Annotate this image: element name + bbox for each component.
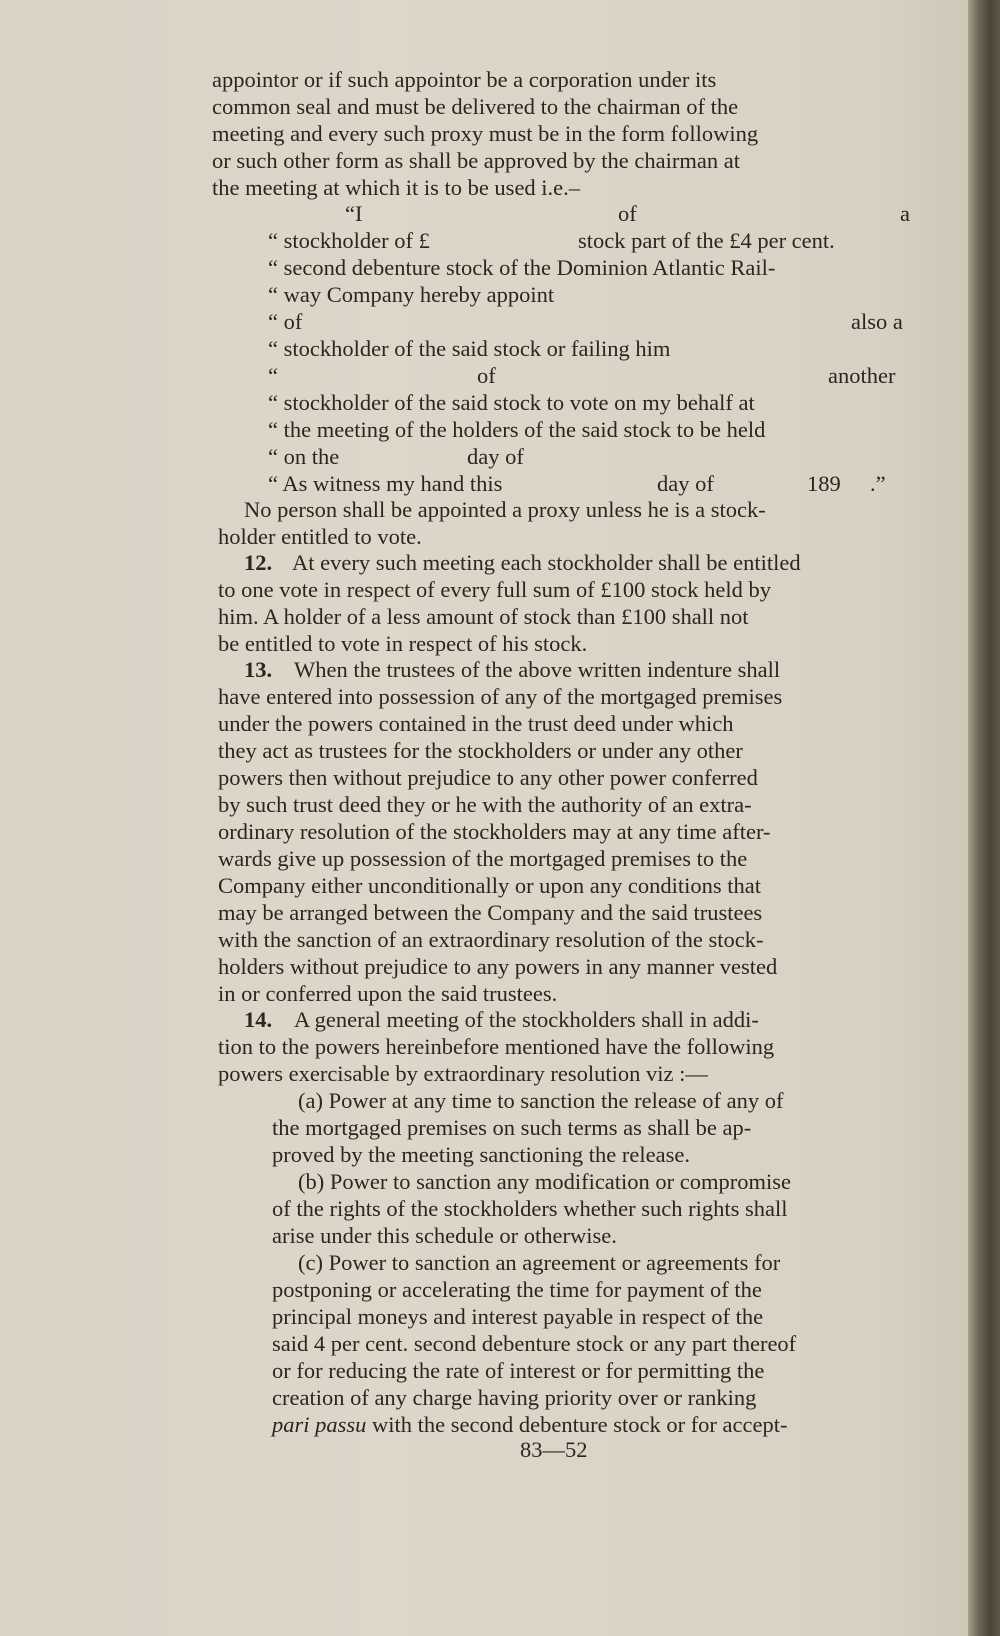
text-line: be entitled to vote in respect of his stock. xyxy=(218,631,588,656)
text-line: the meeting at which it is to be used i.e.– xyxy=(212,175,581,200)
document-page: appointor or if such appointor be a corporation under its common seal and must be delivered to the chairman of the meeting and every such proxy must be in the form following or such other form as shall be approved by the chairman at the meeting at which it is to be used i.e.– “I of a “ stockholder of £ stock part of the £4 per cent. “ second debenture stock of the Dominion Atlantic Rail- “ way Company hereby appoint “ of also a “ stockholder of the said stock or failing him “ of another “ stockholder of the said stock to vote on my behalf at “ the meeting of the holders of the said stock to be held “ on the day of “ As witness my hand this day of 189 .” No person shall be appointed a proxy unless he is a stock- holder entitled to vote. 12. At every such meeting each stockholder shall be entitled to one vote in respect of every full sum of £100 stock held by him. A holder of a less amount of stock than £100 shall not be entitled to vote in respect of his stock. 13. When the trustees of the above written indenture shall have entered into possession of any of the mortgaged premises under the powers contained in the trust deed under which they act as trustees for the stockholders or under any other powers then without prejudice to any other power conferred by such trust deed they or he with the authority of an extra- ordinary resolution of the stockholders may at any time after- wards give up possession of the mortgaged premises to the Company either unconditionally or upon any conditions that may be arranged between the Company and the said trustees with the sanction of an extraordinary resolution of the stock- holders without prejudice to any powers in any manner vested in or conferred upon the said trustees. 14. A general meeting of the stockholders shall in addi- tion to the powers hereinbefore mentioned have the following powers exercisable by extraordinary resolution viz :— (a) Power at any time to sanction the release of any of the mortgaged premises on such terms as shall be ap- proved by the meeting sanctioning the release. (b) Power to sanction any modification or compromise of the rights of the stockholders whether such rights shall arise under this schedule or otherwise. (c) Power to sanction an agreement or agreements for postponing or accelerating the time for payment of the principal moneys and interest payable in respect of the said 4 per cent. second debenture stock or any part thereof or for reducing the rate of interest or for permitting the creation of any charge having priority over or ranking pari passu with the second debenture stock or for accept- 83—52 xyxy=(0,0,968,1636)
page-folio: 83—52 xyxy=(520,1437,588,1462)
text-line: by such trust deed they or he with the authority of an extra- xyxy=(218,792,752,817)
text-line: ordinary resolution of the stockholders may at any time after- xyxy=(218,819,771,844)
text-line: with the sanction of an extraordinary resolution of the stock- xyxy=(218,927,764,952)
text-line: Company either unconditionally or upon any conditions that xyxy=(218,873,762,898)
text-line: wards give up possession of the mortgaged premises to the xyxy=(218,846,748,871)
text-line: to one vote in respect of every full sum of £100 stock held by xyxy=(218,577,771,602)
text-line: principal moneys and interest payable in respect of the xyxy=(272,1304,764,1329)
paragraph-number: 12. xyxy=(244,550,273,575)
text-line: appointor or if such appointor be a corporation under its xyxy=(212,67,717,92)
text-line: in or conferred upon the said trustees. xyxy=(218,981,558,1006)
text-line: may be arranged between the Company and the said trustees xyxy=(218,900,763,925)
text-line: postponing or accelerating the time for payment of the xyxy=(272,1277,762,1302)
book-spine xyxy=(968,0,1000,1636)
text-line: arise under this schedule or otherwise. xyxy=(272,1223,617,1248)
text-line: powers exercisable by extraordinary resolution viz :— xyxy=(218,1061,708,1086)
latin-phrase: pari passu xyxy=(272,1412,367,1437)
text-line: pari passu with the second debenture stock or for accept- xyxy=(272,1412,788,1437)
text-line: or for reducing the rate of interest or for permitting the xyxy=(272,1358,765,1383)
text-line: meeting and every such proxy must be in the form following xyxy=(212,121,759,146)
text-line: have entered into possession of any of the mortgaged premises xyxy=(218,684,783,709)
text-line: tion to the powers hereinbefore mentioned have the following xyxy=(218,1034,775,1059)
text-line: No person shall be appointed a proxy unless he is a stock- xyxy=(244,497,766,522)
text-line: they act as trustees for the stockholders or under any other xyxy=(218,738,743,763)
paragraph-number: 13. xyxy=(244,657,273,682)
text-line: or such other form as shall be approved by the chairman at xyxy=(212,148,740,173)
text-line: said 4 per cent. second debenture stock or any part thereof xyxy=(272,1331,797,1356)
text-line: powers then without prejudice to any other power conferred xyxy=(218,765,758,790)
text-line: creation of any charge having priority over or ranking xyxy=(272,1385,757,1410)
text-line: him. A holder of a less amount of stock than £100 shall not xyxy=(218,604,749,629)
text-line: proved by the meeting sanctioning the release. xyxy=(272,1142,690,1167)
paragraph-number: 14. xyxy=(244,1007,273,1032)
text-line: the mortgaged premises on such terms as shall be ap- xyxy=(272,1115,752,1140)
text-line: of the rights of the stockholders whether such rights shall xyxy=(272,1196,788,1221)
text-line: under the powers contained in the trust deed under which xyxy=(218,711,734,736)
text-line: holder entitled to vote. xyxy=(218,524,422,549)
text-line: common seal and must be delivered to the chairman of the xyxy=(212,94,739,119)
text-line: holders without prejudice to any powers in any manner vested xyxy=(218,954,778,979)
